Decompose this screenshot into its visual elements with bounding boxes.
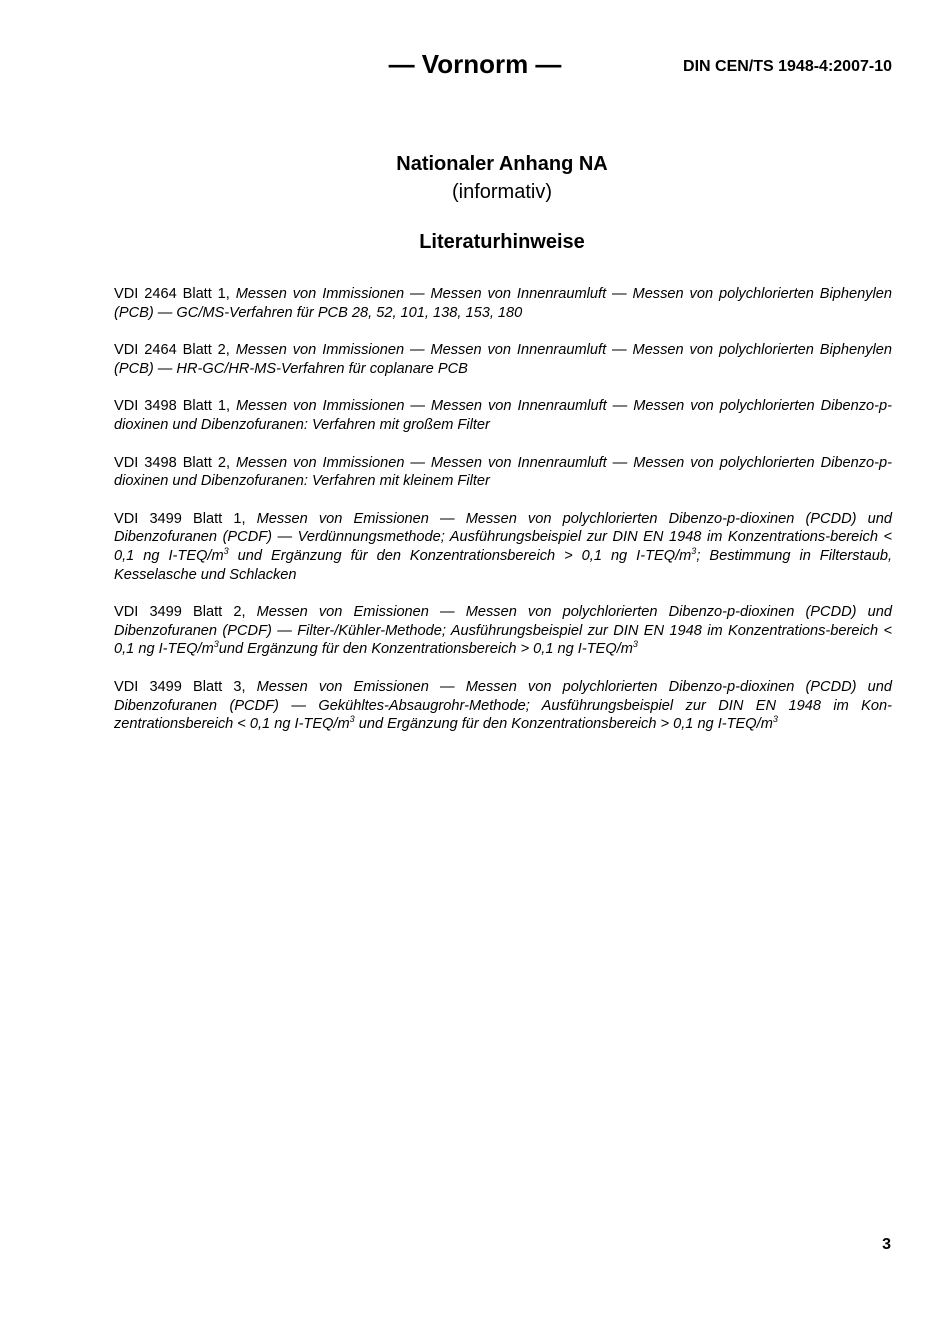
reference-code: VDI 3499 Blatt 2,	[114, 604, 246, 621]
reference-item	[114, 397, 892, 434]
reference-title: Messen von Immissionen — Messen von Innenraumluft — Messen von polychlorierten Biphenylen (PCB) — HR-GC/HR-MS-Verfahren für coplanare PCB	[114, 342, 892, 377]
reference-code: VDI 3499 Blatt 3,	[114, 678, 246, 695]
reference-title-part: Messen von Emissionen — Messen von polychlorierten Dibenzo-p-dioxinen (PCDD) und Dibenzofuranen (PCDF) — Filter-/Kühler-Methode; Ausführungsbeispiel zur DIN EN 1948 im Konzentrations-bereich < 0,1 ng I-TEQ/m	[114, 604, 892, 658]
reference-code: VDI 3498 Blatt 1,	[114, 398, 231, 415]
reference-code: VDI 3498 Blatt 2,	[114, 454, 231, 471]
reference-title-part: und Ergänzung für den Konzentrationsbereich > 0,1 ng I-TEQ/m	[228, 547, 692, 564]
superscript-exponent: 3	[223, 545, 229, 556]
reference-title-part: ; Bestimmung in Filterstaub, Kesselasche und Schlacken	[114, 547, 892, 583]
reference-title: Messen von Immissionen — Messen von Innenraumluft — Messen von polychlorierten Dibenzo-p-dioxinen und Dibenzofuranen: Verfahren mit großem Filter	[114, 398, 892, 433]
reference-code: VDI 2464 Blatt 1,	[114, 286, 230, 302]
annex-header	[0, 150, 950, 256]
reference-item	[114, 454, 892, 491]
reference-code: VDI 2464 Blatt 2,	[114, 342, 230, 359]
reference-list	[114, 285, 892, 753]
superscript-exponent: 3	[772, 714, 778, 725]
reference-title-part: Messen von Emissionen — Messen von polychlorierten Dibenzo-p-dioxinen (PCDD) und Dibenzofuranen (PCDF) — Verdünnungsmethode; Ausführungsbeispiel zur DIN EN 1948 im Konzentrations-bereich < 0,1 ng I-TEQ/m	[114, 510, 892, 564]
superscript-exponent: 3	[632, 639, 638, 650]
superscript-exponent: 3	[691, 545, 697, 556]
document-number: DIN CEN/TS 1948-4:2007-10	[683, 58, 892, 75]
page-number: 3	[882, 1236, 891, 1253]
section-heading: Literaturhinweise	[419, 231, 585, 253]
superscript-exponent: 3	[213, 639, 219, 650]
reference-item	[114, 341, 892, 378]
reference-title: Messen von Immissionen — Messen von Innenraumluft — Messen von polychlorierten Biphenylen (PCB) — GC/MS-Verfahren für PCB 28, 52, 101, 138, 153, 180	[114, 286, 892, 321]
reference-item	[114, 603, 892, 659]
superscript-exponent: 3	[349, 714, 355, 725]
reference-title-part: und Ergänzung für den Konzentrationsbereich > 0,1 ng I-TEQ/m	[354, 716, 773, 733]
annex-title: Nationaler Anhang NA	[396, 153, 608, 175]
reference-item	[114, 285, 892, 322]
reference-title: Messen von Immissionen — Messen von Innenraumluft — Messen von polychlorierten Dibenzo-p-dioxinen und Dibenzofuranen: Verfahren mit kleinem Filter	[114, 454, 892, 490]
annex-subtitle: (informativ)	[451, 181, 552, 203]
reference-item	[114, 678, 892, 734]
reference-code: VDI 3499 Blatt 1,	[114, 510, 246, 527]
reference-title-part: Messen von Emissionen — Messen von polychlorierten Dibenzo-p-dioxinen (PCDD) und Dibenzofuranen (PCDF) — Gekühltes-Absaugrohr-Methode; Ausführungsbeispiel zur DIN EN 1948 im Kon-zentrationsbereich < 0,1 ng I-TEQ/m	[114, 678, 892, 733]
reference-title-part: und Ergänzung für den Konzentrationsbereich > 0,1 ng I-TEQ/m	[218, 641, 633, 658]
reference-item	[114, 510, 892, 584]
document-status-mark: — Vornorm —	[388, 49, 562, 79]
